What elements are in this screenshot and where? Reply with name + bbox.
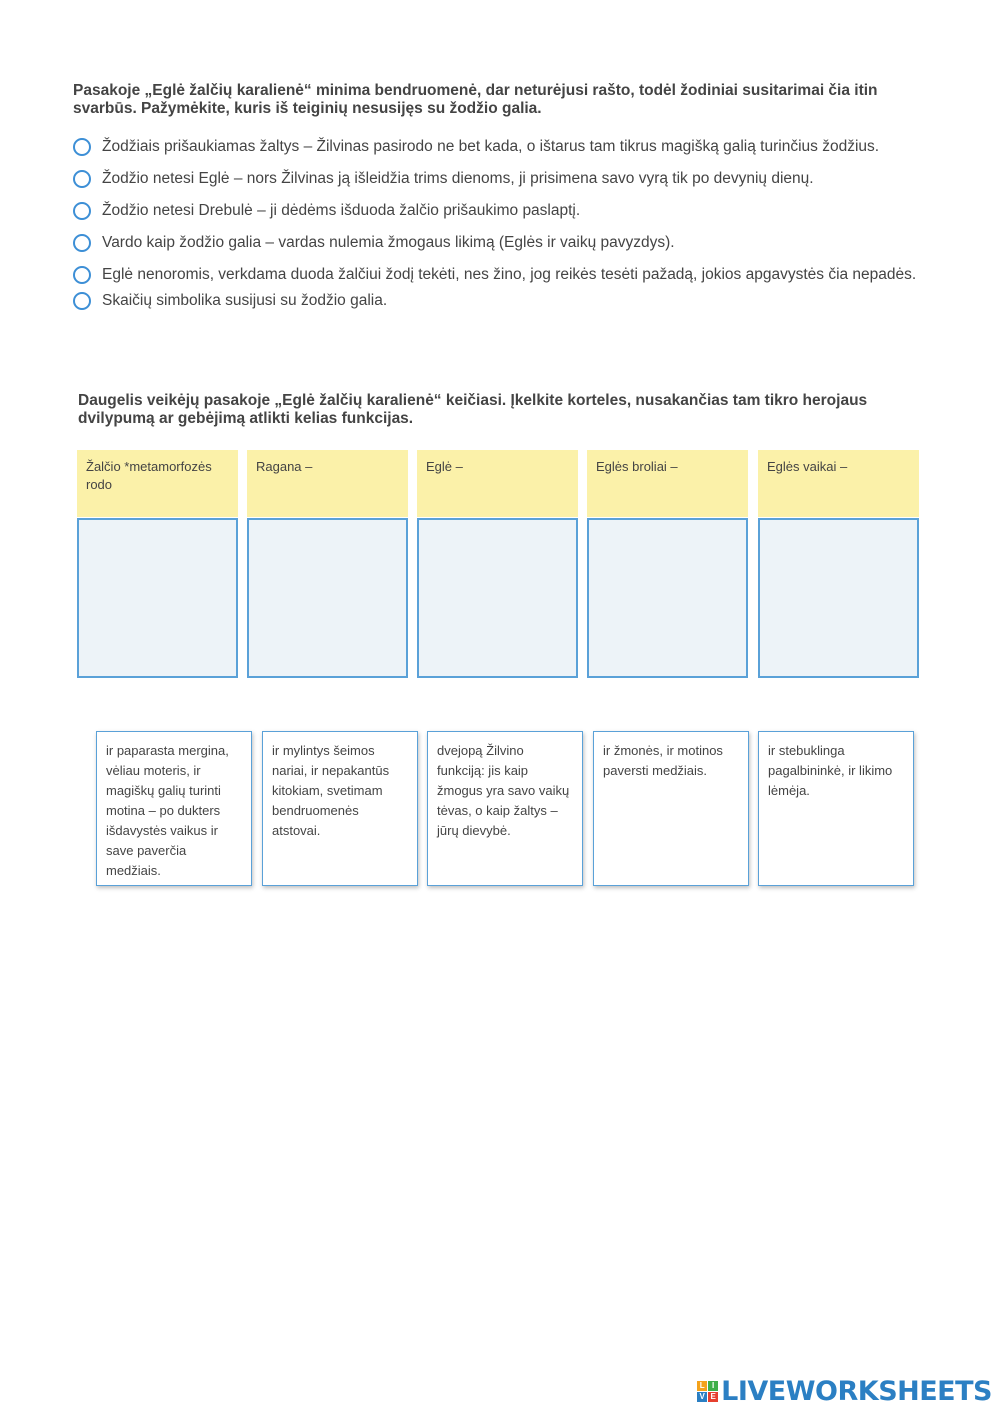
draggable-cards: [96, 731, 916, 891]
option-6[interactable]: [73, 292, 933, 310]
drag-card-5[interactable]: ir stebuklinga pagalbininkė, ir likimo lėmėja.: [758, 731, 914, 886]
option-2[interactable]: [73, 170, 933, 188]
drop-zone[interactable]: [77, 518, 238, 678]
logo-letter: L: [697, 1381, 707, 1391]
target-label: Eglės broliai –: [587, 450, 748, 517]
target-column-2: [247, 450, 408, 678]
target-label: Žalčio *metamorfozės rodo: [77, 450, 238, 517]
drop-zone[interactable]: [247, 518, 408, 678]
target-label: Eglės vaikai –: [758, 450, 919, 517]
question-1-text: Pasakoje „Eglė žalčių karalienė“ minima bendruomenė, dar neturėjusi rašto, todėl žodiniai susitarimai čia itin svarbūs. Pažymėkite, kuris iš teiginių nesusijęs su žodžio galia.: [73, 82, 878, 117]
drag-card-4[interactable]: ir žmonės, ir motinos paversti medžiais.: [593, 731, 749, 886]
logo-letter: E: [708, 1392, 718, 1402]
brand-name: LIVEWORKSHEETS: [721, 1376, 992, 1407]
drop-zone[interactable]: [587, 518, 748, 678]
target-label: Eglė –: [417, 450, 578, 517]
question-1: [73, 82, 933, 324]
option-label: Eglė nenoromis, verkdama duoda žalčiui žodį tekėti, nes žino, jog reikės tesėti pažadą, jokios apgavystės čia nepadės.: [102, 266, 917, 283]
drag-card-3[interactable]: dvejopą Žilvino funkciją: jis kaip žmogus yra savo vaikų tėvas, o kaip žaltys – jūrų dievybė.: [427, 731, 583, 886]
target-column-3: [417, 450, 578, 678]
radio-button[interactable]: [73, 202, 91, 220]
target-column-1: [77, 450, 238, 678]
option-label: Skaičių simbolika susijusi su žodžio galia.: [102, 292, 388, 309]
radio-button[interactable]: [73, 234, 91, 252]
drop-targets: [77, 450, 919, 680]
target-column-4: [587, 450, 748, 678]
radio-button[interactable]: [73, 292, 91, 310]
option-5[interactable]: [73, 266, 933, 284]
target-label: Ragana –: [247, 450, 408, 517]
radio-button[interactable]: [73, 170, 91, 188]
option-label: Žodžio netesi Drebulė – ji dėdėms išduoda žalčio prišaukimo paslaptį.: [102, 202, 581, 219]
drop-zone[interactable]: [758, 518, 919, 678]
question-2: [78, 392, 898, 428]
liveworksheets-logo: [697, 1376, 992, 1407]
option-1[interactable]: [73, 138, 933, 156]
drag-card-2[interactable]: ir mylintys šeimos nariai, ir nepakantūs kitokiam, svetimam bendruomenės atstovai.: [262, 731, 418, 886]
option-label: Vardo kaip žodžio galia – vardas nulemia žmogaus likimą (Eglės ir vaikų pavyzdys).: [102, 234, 675, 251]
answer-options: [73, 138, 933, 310]
option-label: Žodžiais prišaukiamas žaltys – Žilvinas pasirodo ne bet kada, o ištarus tam tikrus magišką galią turinčius žodžius.: [102, 138, 880, 155]
drag-card-1[interactable]: ir paparasta mergina, vėliau moteris, ir magiškų galių turinti motina – po dukters išdavystės vaikus ir save paverčia medžiais.: [96, 731, 252, 886]
option-label: Žodžio netesi Eglė – nors Žilvinas ją išleidžia trims dienoms, ji prisimena savo vyrą tik po devynių dienų.: [102, 170, 814, 187]
logo-letter: V: [697, 1392, 707, 1402]
question-2-text: Daugelis veikėjų pasakoje „Eglė žalčių karalienė“ keičiasi. Įkelkite korteles, nusakančias tam tikro herojaus dvilypumą ar gebėjimą atlikti kelias funkcijas.: [78, 392, 868, 427]
radio-button[interactable]: [73, 266, 91, 284]
logo-icon: [697, 1381, 718, 1402]
drop-zone[interactable]: [417, 518, 578, 678]
radio-button[interactable]: [73, 138, 91, 156]
option-3[interactable]: [73, 202, 933, 220]
option-4[interactable]: [73, 234, 933, 252]
target-column-5: [758, 450, 919, 678]
logo-letter: I: [708, 1381, 718, 1391]
